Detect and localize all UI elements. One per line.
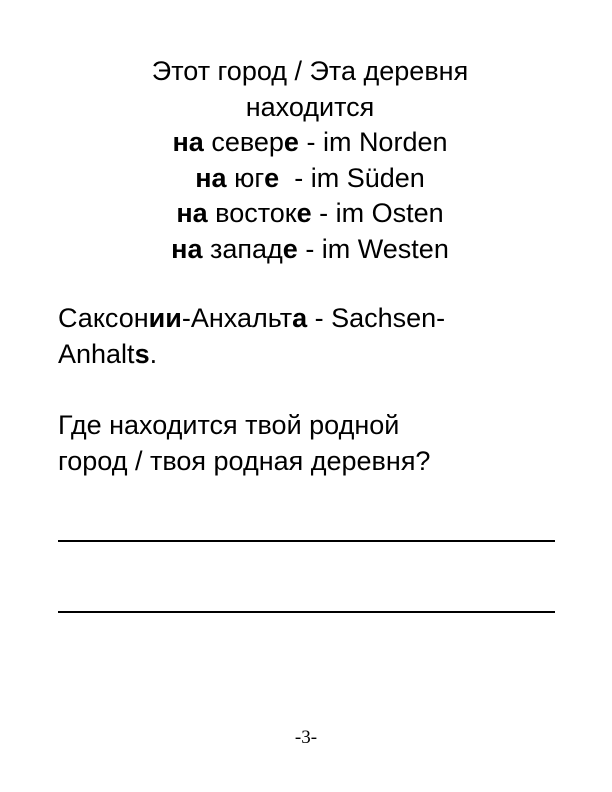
direction-preposition: на (176, 198, 208, 228)
question-block (58, 408, 558, 479)
saxony-text: . (149, 338, 158, 369)
direction-stem: юг (226, 162, 265, 193)
saxony-line-2 (58, 337, 558, 373)
direction-ending: е (296, 198, 312, 228)
direction-north (60, 125, 560, 161)
direction-stem: запад (202, 233, 283, 264)
saxony-ending: ии (148, 303, 182, 333)
intro-line-2: находится (245, 91, 375, 122)
direction-west (60, 232, 560, 268)
direction-preposition: на (172, 127, 204, 157)
saxony-block (58, 301, 558, 372)
saxony-text: - Sachsen- (307, 303, 446, 333)
direction-stem: север (203, 127, 284, 157)
direction-east (60, 196, 560, 232)
question-line-1: Где находится твой родной (58, 410, 400, 440)
saxony-line-1 (58, 301, 558, 337)
direction-ending: е (283, 127, 299, 157)
direction-south (60, 161, 560, 197)
saxony-text: Саксон (58, 303, 149, 333)
answer-line[interactable] (58, 611, 555, 613)
page-number: -3- (294, 727, 318, 748)
direction-ending: е (282, 233, 298, 264)
intro-line-1: Этот город / Эта деревня (151, 56, 469, 86)
saxony-text: Anhalt (58, 338, 135, 369)
direction-german: - im Süden (279, 162, 425, 193)
question-line-2: город / твоя родная деревня? (58, 445, 431, 476)
intro-block (60, 54, 560, 267)
direction-preposition: на (195, 162, 227, 193)
saxony-text: -Анхальт (181, 303, 293, 333)
direction-german: - im Westen (297, 233, 449, 264)
answer-line[interactable] (58, 540, 555, 542)
direction-ending: е (264, 162, 280, 193)
direction-german: - im Norden (298, 127, 448, 157)
direction-preposition: на (171, 233, 203, 264)
saxony-ending: s (134, 338, 150, 369)
saxony-ending: а (292, 303, 308, 333)
direction-stem: восток (207, 198, 297, 228)
direction-german: - im Osten (311, 198, 444, 228)
